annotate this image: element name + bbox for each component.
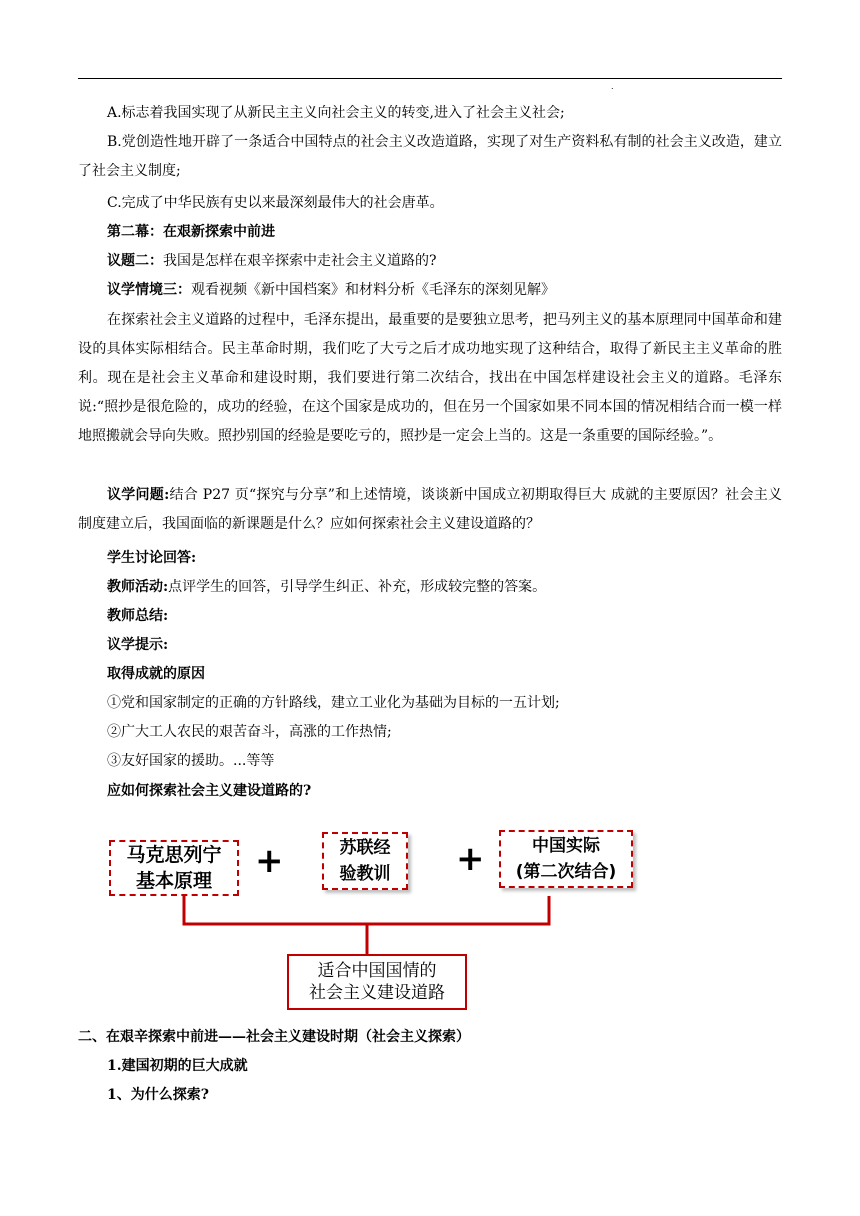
teacher-activity [107,577,546,597]
box-china-reality-label: 中国实际 (第二次结合) [515,836,617,882]
teacher-activity-label: 教师活动: [107,579,169,595]
reason-item-3: ③友好国家的援助。...等等 [107,753,275,769]
question-label: 议学问题: [107,487,170,503]
header-rule [78,78,782,79]
question-paragraph [78,481,782,539]
box-soviet-lessons [322,832,408,890]
header-dot: . [611,82,614,91]
list-item-c: C.完成了中华民族有史以来最深刻最伟大的社会唐革。 [107,195,444,211]
question-text: 结合 P27 页“探究与分享”和上述情境，谈谈新中国成立初期取得巨大 成就的主要原因？社会主义制度建立后，我国面临的新课题是什么？应如何探索社会主义建设道路的？ [78,487,782,532]
list-item-a: A.标志着我国实现了从新民主主义向社会主义的转变,进入了社会主义社会; [107,105,565,121]
reason-item-1: ①党和国家制定的正确的方针路线，建立工业化为基础为目标的一五计划; [107,695,560,711]
teacher-summary: 教师总结: [107,608,169,624]
result-box-label: 适合中国国情的 社会主义建设道路 [309,961,445,1003]
box-china-reality [499,830,633,888]
teacher-activity-text: 点评学生的回答，引导学生纠正、补充，形成较完整的答案。 [168,579,547,595]
topic2 [107,251,437,271]
section2-heading: 二、在艰辛探索中前进——社会主义建设时期（社会主义探索） [78,1029,470,1045]
student-discussion: 学生讨论回答: [107,550,197,566]
topic2-text: 我国是怎样在艰辛探索中走社会主义道路的? [163,253,437,269]
plus-sign-1: + [255,841,284,881]
context3 [107,280,555,300]
context3-text: 观看视频《新中国档案》和材料分析《毛泽东的深刻见解》 [191,282,555,298]
box-marxism-leninism [109,840,239,896]
hint-label: 议学提示: [107,637,169,653]
concept-diagram [104,824,644,1014]
reason-item-2: ②广大工人农民的艰苦奋斗，高涨的工作热情; [107,724,392,740]
sub2-heading: 1、为什么探索? [107,1087,209,1103]
topic2-label: 议题二： [107,253,163,269]
act2-heading: 第二幕：在艰新探索中前进 [107,224,275,240]
plus-sign-2: + [456,839,485,879]
list-item-b: B.党创造性地开辟了一条适合中国特点的社会主义改造道路，实现了对生产资料私有制的社会主义改造，建立了社会主义制度; [78,134,782,179]
explore-question: 应如何探索社会主义建设道路的? [107,783,312,799]
result-box [287,954,467,1010]
reasons-heading: 取得成就的原因 [107,666,205,682]
context3-label: 议学情境三： [107,282,191,298]
box-soviet-lessons-label: 苏联经 验教训 [339,838,391,884]
sub1-heading: 1.建国初期的巨大成就 [107,1058,248,1074]
context3-paragraph: 在探索社会主义道路的过程中，毛泽东提出，最重要的是要独立思考，把马列主义的基本原理同中国革命和建设的具体实际相结合。民主革命时期，我们吃了大亏之后才成功地实现了这种结合，取得了新民主主义革命的胜利。现在是社会主义革命和建设时期，我们要进行第二次结合，找出在中国怎样建设社会主义的道路。毛泽东说:“照抄是很危险的，成功的经验，在这个国家是成功的，但在另一个国家如果不同本国的情况相结合而一模一样地照搬就会导向失败。照抄别国的经验是要吃亏的，照抄是一定会上当的。这是一条重要的国际经验。”。 [78,312,782,444]
bracket-line [184,896,549,924]
box-marxism-leninism-label: 马克思列宁 基本原理 [126,844,222,892]
